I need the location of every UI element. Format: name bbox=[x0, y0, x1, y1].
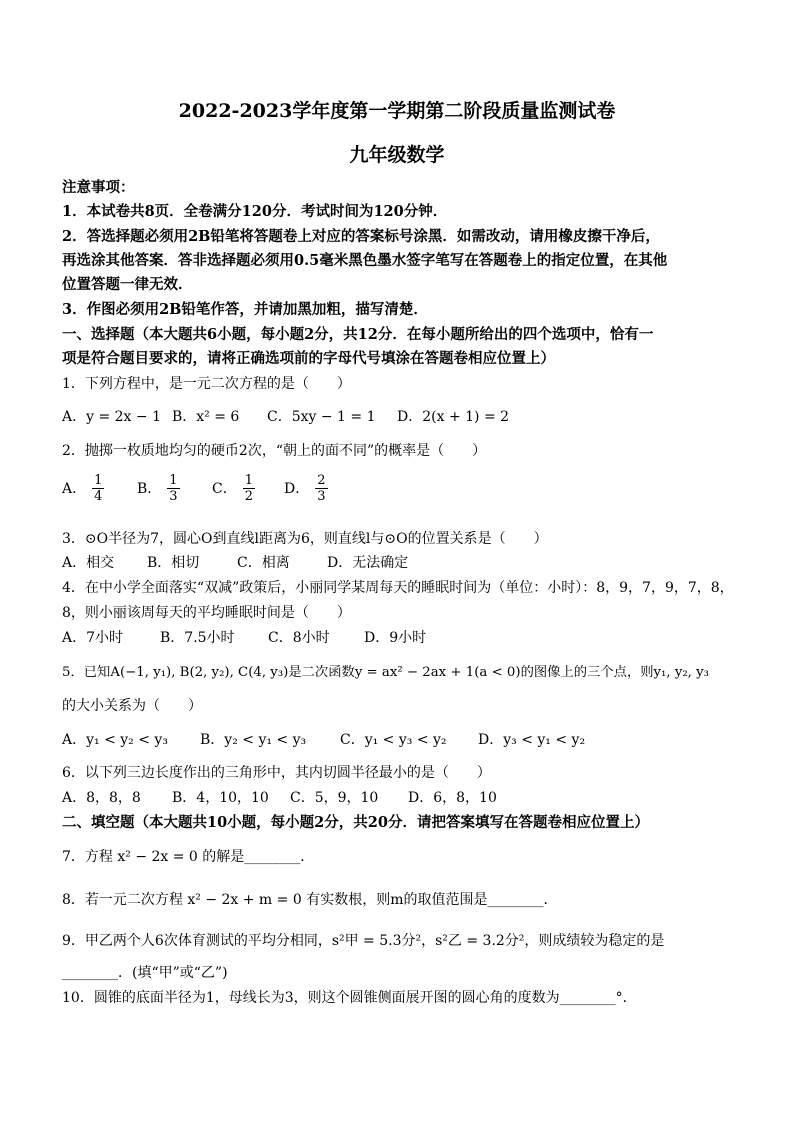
q2-option-d-fraction bbox=[315, 473, 327, 504]
q6-option-a: A．8，8，8 bbox=[62, 790, 141, 806]
q4-option-c: C．8小时 bbox=[268, 630, 330, 646]
q4-option-d: D．9小时 bbox=[364, 630, 427, 646]
q4-option-b: B．7.5小时 bbox=[160, 630, 235, 646]
q3-option-a: A．相交 bbox=[62, 555, 115, 571]
q2-option-a-label: A． bbox=[62, 480, 87, 497]
section2-heading: 二、填空题（本大题共10小题，每小题2分，共20分．请把答案填写在答题卷相应位置上） bbox=[62, 814, 649, 831]
q2-option-b-label: B． bbox=[137, 480, 162, 497]
q2-option-c-denominator: 2 bbox=[244, 489, 253, 504]
q5-option-a: A．y₁ < y₂ < y₃ bbox=[62, 732, 168, 748]
q2-option-d-numerator: 2 bbox=[317, 473, 326, 488]
q1-option-c: C．5xy − 1 = 1 bbox=[267, 409, 376, 425]
q3-option-b: B．相切 bbox=[147, 555, 200, 571]
q1-option-a: A．y = 2x − 1 bbox=[62, 409, 161, 425]
q2-option-b-fraction bbox=[167, 473, 179, 504]
section1-line1: 一、选择题（本大题共6小题，每小题2分，共12分．在每小题所给出的四个选项中，恰有一 bbox=[62, 326, 654, 343]
q1-option-b: B．x² = 6 bbox=[172, 409, 240, 425]
q2-option-c-numerator: 1 bbox=[244, 473, 253, 488]
q3-option-c: C．相离 bbox=[237, 555, 290, 571]
q2-option-b bbox=[137, 473, 212, 504]
q2-stem: 2．抛掷一枚质地均匀的硬币2次，“朝上的面不同”的概率是（ ） bbox=[62, 443, 487, 459]
q3-options bbox=[62, 552, 742, 572]
q5-option-c: C．y₁ < y₃ < y₂ bbox=[340, 732, 447, 748]
exam-title: 2022-2023学年度第一学期第二阶段质量监测试卷 bbox=[178, 100, 616, 122]
q2-option-d-denominator: 3 bbox=[317, 489, 326, 504]
q3-stem: 3．⊙O半径为7，圆心O到直线l距离为6，则直线l与⊙O的位置关系是（ ） bbox=[62, 531, 548, 547]
notice-item-2b: 再选涂其他答案．答非选择题必须用0.5毫米黑色墨水签字笔写在答题卷上的指定位置，在其他 bbox=[62, 252, 668, 269]
q4-stem-1: 4．在中小学全面落实“双减”政策后，小丽同学某周每天的睡眠时间为（单位：小时）：8，9，7，9，7，8， bbox=[62, 580, 734, 596]
q2-option-b-denominator: 3 bbox=[169, 489, 178, 504]
q4-option-a: A．7小时 bbox=[62, 630, 124, 646]
q9-line-2: ________．(填“甲”或“乙”) bbox=[62, 965, 228, 981]
q2-options bbox=[62, 473, 742, 504]
q2-option-d-label: D． bbox=[284, 480, 310, 497]
q5-option-d: D．y₃ < y₁ < y₂ bbox=[478, 732, 586, 748]
q3-option-d: D．无法确定 bbox=[327, 555, 409, 571]
notice-item-3: 3．作图必须用2B铅笔作答，并请加黑加粗，描写清楚． bbox=[62, 301, 428, 318]
q2-option-c-label: C． bbox=[212, 480, 237, 497]
q7-text: 7．方程 x² − 2x = 0 的解是________． bbox=[62, 849, 315, 865]
q1-stem: 1．下列方程中，是一元二次方程的是（ ） bbox=[62, 376, 351, 392]
q5-option-b: B．y₂ < y₁ < y₃ bbox=[200, 732, 307, 748]
q6-options bbox=[62, 787, 742, 807]
q2-option-c-fraction bbox=[243, 473, 255, 504]
q10-text: 10．圆锥的底面半径为1，母线长为3，则这个圆锥侧面展开图的圆心角的度数为________°． bbox=[62, 990, 637, 1006]
q6-option-b: B．4，10，10 bbox=[172, 790, 269, 806]
notice-heading: 注意事项： bbox=[62, 179, 135, 196]
q5-options bbox=[62, 729, 742, 749]
notice-item-2c: 位置答题一律无效． bbox=[62, 276, 193, 293]
q8-text: 8．若一元二次方程 x² − 2x + m = 0 有实数根，则m的取值范围是________． bbox=[62, 892, 558, 908]
q6-stem: 6．以下列三边长度作出的三角形中，其内切圆半径最小的是（ ） bbox=[62, 765, 491, 781]
notice-item-2a: 2．答选择题必须用2B铅笔将答题卷上对应的答案标号涂黑．如需改动，请用橡皮擦干净后， bbox=[62, 228, 660, 245]
q6-option-c: C．5，9，10 bbox=[290, 790, 379, 806]
q5-stem-2: 的大小关系为（ ） bbox=[62, 698, 202, 714]
q4-stem-2: 8，则小丽该周每天的平均睡眠时间是（ ） bbox=[62, 605, 351, 621]
q4-options bbox=[62, 627, 742, 647]
q1-options bbox=[62, 406, 742, 426]
section1-line2: 项是符合题目要求的，请将正确选项前的字母代号填涂在答题卷相应位置上） bbox=[62, 350, 555, 367]
notice-item-1: 1．本试卷共8页．全卷满分120分．考试时间为120分钟． bbox=[62, 203, 448, 220]
q9-line-1: 9．甲乙两个人6次体育测试的平均分相同，s²甲 = 5.3分²，s²乙 = 3.2分²，则成绩较为稳定的是 bbox=[62, 933, 665, 949]
q2-option-c bbox=[212, 473, 284, 504]
q1-option-d: D．2(x + 1) = 2 bbox=[397, 409, 510, 425]
q2-option-a-fraction bbox=[92, 473, 104, 504]
exam-subtitle: 九年级数学 bbox=[349, 144, 445, 166]
q2-option-d bbox=[284, 473, 328, 504]
q2-option-b-numerator: 1 bbox=[169, 473, 178, 488]
q5-stem-1: 5．已知A(−1, y₁), B(2, y₂), C(4, y₃)是二次函数y = ax² − 2ax + 1(a < 0)的图像上的三个点，则y₁, y₂, y₃ bbox=[62, 665, 709, 680]
q2-option-a bbox=[62, 473, 137, 504]
q2-option-a-numerator: 1 bbox=[94, 473, 103, 488]
q2-option-a-denominator: 4 bbox=[94, 489, 103, 504]
q6-option-d: D．6，8，10 bbox=[408, 790, 497, 806]
